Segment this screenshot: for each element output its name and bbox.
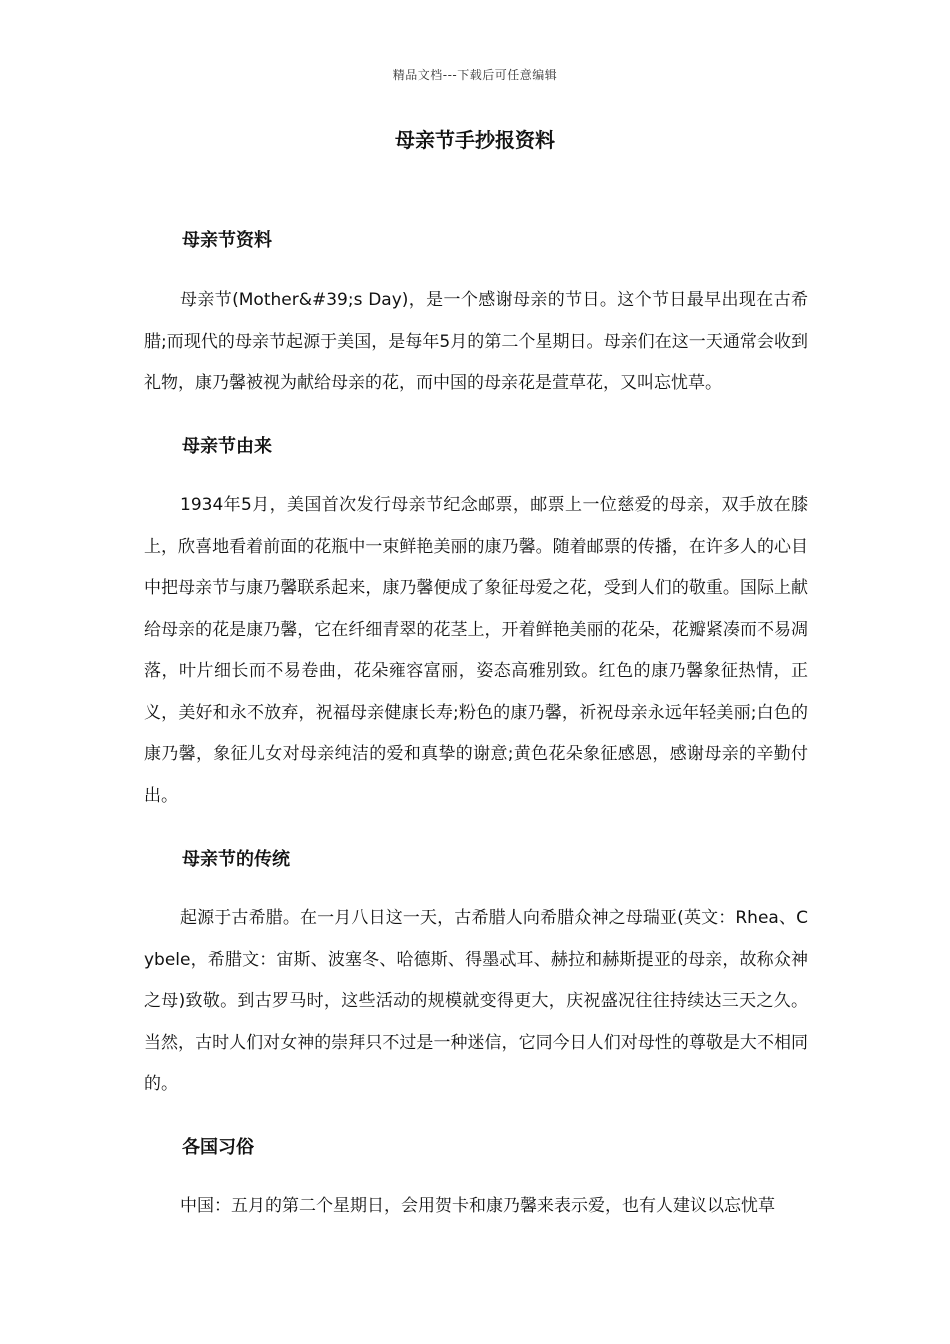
header-note: 精品文档---下载后可任意编辑: [392, 68, 558, 82]
document-title: 母亲节手抄报资料: [395, 128, 555, 152]
section-heading-customs: 各国习俗: [182, 1137, 254, 1158]
section-paragraph-materials: 母亲节(Mother&#39;s Day)，是一个感谢母亲的节日。这个节日最早出现在古希腊;而现代的母亲节起源于美国，是每年5月的第二个星期日。母亲们在这一天通常会收到礼物，康乃馨被视为献给母亲的花，而中国的母亲花是萱草花，又叫忘忧草。: [144, 290, 808, 393]
section-paragraph-tradition: 起源于古希腊。在一月八日这一天，古希腊人向希腊众神之母瑞亚(英文：Rhea、Cybele，希腊文：宙斯、波塞冬、哈德斯、得墨忒耳、赫拉和赫斯提亚的母亲，故称众神之母)致敬。到古罗马时，这些活动的规模就变得更大，庆祝盛况往往持续达三天之久。当然，古时人们对女神的崇拜只不过是一种迷信，它同今日人们对母性的尊敬是大不相同的。: [144, 908, 808, 1094]
section-heading-origin: 母亲节由来: [182, 436, 272, 457]
section-paragraph-customs: 中国：五月的第二个星期日，会用贺卡和康乃馨来表示爱，也有人建议以忘忧草: [180, 1196, 775, 1216]
section-heading-materials: 母亲节资料: [182, 230, 272, 251]
section-heading-tradition: 母亲节的传统: [182, 849, 290, 870]
section-paragraph-origin: 1934年5月，美国首次发行母亲节纪念邮票，邮票上一位慈爱的母亲，双手放在膝上，欣喜地看着前面的花瓶中一束鲜艳美丽的康乃馨。随着邮票的传播，在许多人的心目中把母亲节与康乃馨联系起来，康乃馨便成了象征母爱之花，受到人们的敬重。国际上献给母亲的花是康乃馨，它在纤细青翠的花茎上，开着鲜艳美丽的花朵，花瓣紧凑而不易凋落，叶片细长而不易卷曲，花朵雍容富丽，姿态高雅别致。红色的康乃馨象征热情，正义，美好和永不放弃，祝福母亲健康长寿;粉色的康乃馨，祈祝母亲永远年轻美丽;白色的康乃馨，象征儿女对母亲纯洁的爱和真挚的谢意;黄色花朵象征感恩，感谢母亲的辛勤付出。: [144, 495, 808, 806]
